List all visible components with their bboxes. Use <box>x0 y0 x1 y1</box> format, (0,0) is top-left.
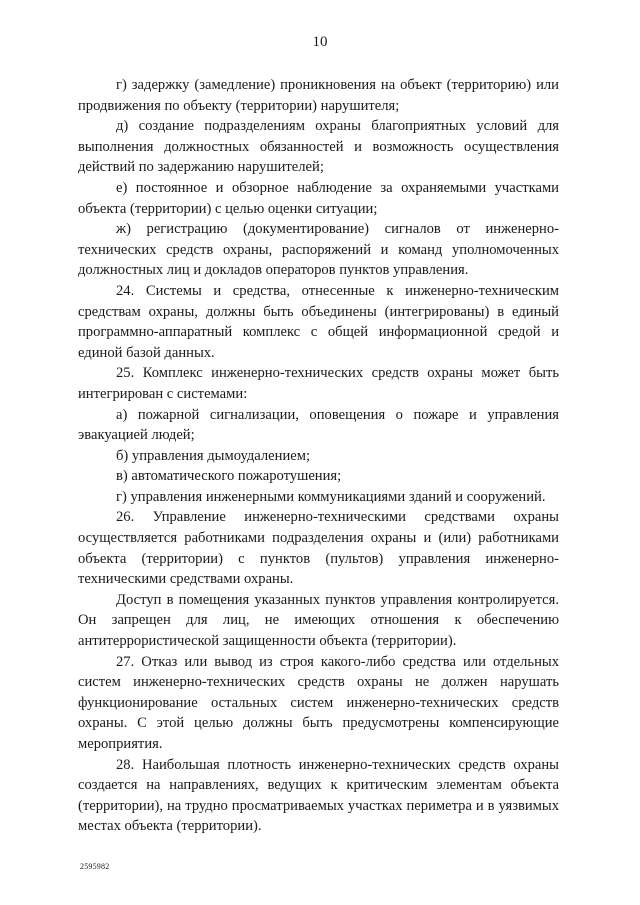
page-number: 10 <box>312 34 328 50</box>
paragraph-26: 26. Управление инженерно-техническими средствами охраны осуществляется работниками подразделения охраны и (или) работниками объекта (территории) с пунктов (пультов) управления инженерно-техническими средствами охраны. <box>78 509 559 588</box>
paragraph-item-zh: ж) регистрацию (документирование) сигналов от инженерно-технических средств охраны, распоряжений и команд уполномоченных должностных лиц и докладов операторов пунктов управления. <box>78 221 559 279</box>
paragraph-item-v: в) автоматического пожаротушения; <box>116 468 342 485</box>
paragraph-item-b: б) управления дымоудалением; <box>116 447 311 464</box>
paragraph-24: 24. Системы и средства, отнесенные к инженерно-техническим средствам охраны, должны быть объединены (интегрированы) в единый программно-аппаратный комплекс с общей информационной средой и единой базой данных. <box>78 282 559 361</box>
paragraph-access: Доступ в помещения указанных пунктов управления контролируется. Он запрещен для лиц, не имеющих отношения к обеспечению антитеррористической защищенности объекта (территории). <box>78 591 559 650</box>
paragraph-item-g: г) задержку (замедление) проникновения на объект (территорию) или продвижения по объекту (территории) нарушителя; <box>78 77 559 114</box>
paragraph-27: 27. Отказ или вывод из строя какого-либо средства или отдельных систем инженерно-технических средств охраны не должен нарушать функционирование остальных систем инженерно-технических средств охраны. С этой целью должны быть предусмотрены компенсирующие мероприятия. <box>78 653 559 752</box>
paragraph-item-g2: г) управления инженерными коммуникациями зданий и сооружений. <box>116 488 546 505</box>
paragraph-item-e: е) постоянное и обзорное наблюдение за охраняемыми участками объекта (территории) с целью оценки ситуации; <box>78 179 559 217</box>
paragraph-item-d: д) создание подразделениям охраны благоприятных условий для выполнения должностных обязанностей и возможность осуществления действий по задержанию нарушителей; <box>78 118 559 176</box>
document-body <box>78 75 559 837</box>
paragraph-28: 28. Наибольшая плотность инженерно-технических средств охраны создается на направлениях, ведущих к критическим элементам объекта (территории), на трудно просматриваемых участках периметра и в уязвимых местах объекта (территории). <box>78 756 559 835</box>
paragraph-25: 25. Комплекс инженерно-технических средств охраны может быть интегрирован с системами: <box>78 365 559 402</box>
paragraph-item-a: а) пожарной сигнализации, оповещения о пожаре и управления эвакуацией людей; <box>78 406 559 444</box>
document-id: 2595982 <box>80 862 110 871</box>
